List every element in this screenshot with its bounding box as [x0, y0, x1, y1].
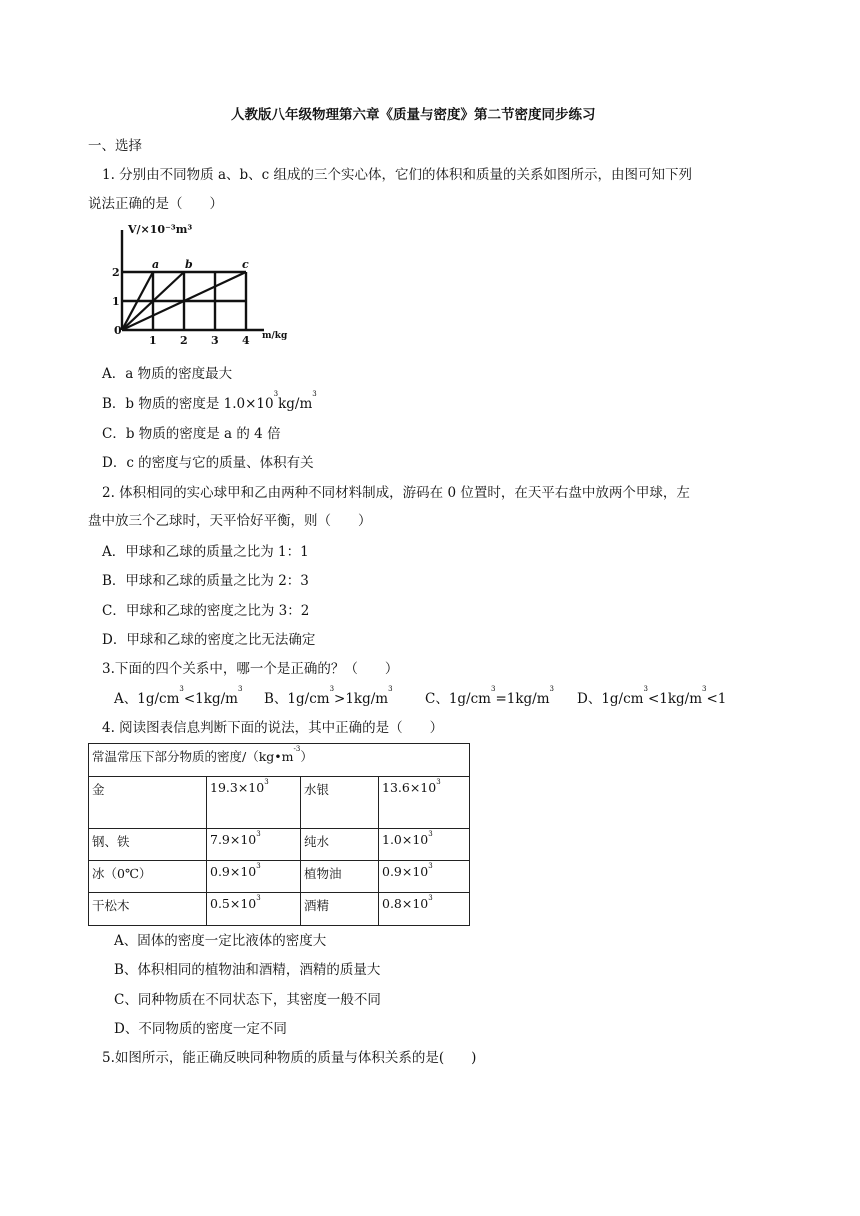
table-cell: $0.9\times 10^3$ [379, 861, 470, 893]
table-cell: $13.6\times 10^3$ [379, 777, 470, 829]
q1-option-d: D．c 的密度与它的质量、体积有关 [102, 455, 314, 471]
table-cell: 纯水 [301, 829, 379, 861]
table-cell: $19.3\times 10^3$ [207, 777, 301, 829]
y-tick-0: 0 [114, 324, 122, 337]
q2-option-c: C．甲球和乙球的密度之比为 3：2 [102, 603, 310, 619]
q1-option-a: A．a 物质的密度最大 [102, 366, 233, 382]
q2-option-a: A．甲球和乙球的质量之比为 1：1 [102, 544, 309, 560]
q2-stem-line1: 2. 体积相同的实心球甲和乙由两种不同材料制成，游码在 0 位置时，在天平右盘中放两个甲球，左 [102, 485, 690, 501]
x-tick-1: 1 [149, 334, 157, 347]
q1-option-c: C．b 物质的密度是 a 的 4 倍 [102, 426, 281, 442]
table-cell: 金 [89, 777, 207, 829]
table-cell: 干松木 [89, 893, 207, 926]
x-tick-3: 3 [211, 334, 219, 347]
x-tick-4: 4 [242, 334, 250, 347]
q1-stem-line2: 说法正确的是（ ） [88, 196, 223, 212]
q2-stem-line2: 盘中放三个乙球时，天平恰好平衡，则（ ） [88, 513, 372, 529]
table-cell: 钢、铁 [89, 829, 207, 861]
line-label-b: b [185, 258, 193, 271]
table-cell: 水银 [301, 777, 379, 829]
x-axis-label: m/kg [262, 331, 288, 341]
q4-option-a: A、固体的密度一定比液体的密度大 [114, 933, 327, 949]
line-label-c: c [242, 258, 249, 271]
table-cell: $0.9\times 10^3$ [207, 861, 301, 893]
q3-option-a: A、$1g/cm^3<1kg/m^3$ [114, 685, 243, 707]
table-cell: $7.9\times 10^3$ [207, 829, 301, 861]
q3-stem: 3.下面的四个关系中，哪一个是正确的？（ ） [102, 661, 399, 677]
q3-option-d: D、$1g/cm^3<1kg/m^3<1$ [577, 685, 727, 707]
density-table [88, 743, 470, 926]
table-cell: 冰（0℃） [89, 861, 207, 893]
q2-option-d: D．甲球和乙球的密度之比无法确定 [102, 632, 316, 648]
q4-option-c: C、同种物质在不同状态下，其密度一般不同 [114, 992, 381, 1008]
y-axis-label: V/×10⁻³m³ [128, 223, 193, 236]
q4-option-d: D、不同物质的密度一定不同 [114, 1021, 287, 1037]
table-cell: 植物油 [301, 861, 379, 893]
q5-stem: 5.如图所示，能正确反映同种物质的质量与体积关系的是( ) [102, 1050, 477, 1066]
table-cell: $0.8\times 10^3$ [379, 893, 470, 926]
document-title: 人教版八年级物理第六章《质量与密度》第二节密度同步练习 [231, 107, 596, 123]
q1-option-b: B．b 物质的密度是 $1.0\times 10^3kg/m^3$ [102, 390, 317, 412]
q3-option-b: B、$1g/cm^3>1kg/m^3$ [264, 685, 393, 707]
table-cell: $1.0\times 10^3$ [379, 829, 470, 861]
density-table-header: 常温常压下部分物质的密度$/(kg•m^{-3})$ [89, 744, 470, 777]
x-tick-2: 2 [180, 334, 188, 347]
line-label-a: a [152, 258, 160, 271]
q3-option-c: C、$1g/cm^3=1kg/m^3$ [425, 685, 554, 707]
q2-option-b: B．甲球和乙球的质量之比为 2：3 [102, 573, 309, 589]
table-cell: $0.5\times 10^3$ [207, 893, 301, 926]
q1-volume-mass-chart [112, 222, 312, 354]
y-tick-2: 2 [112, 266, 120, 279]
q1-stem-line1: 1. 分别由不同物质 a、b、c 组成的三个实心体，它们的体积和质量的关系如图所示，由图可知下列 [102, 167, 693, 183]
q4-stem: 4. 阅读图表信息判断下面的说法，其中正确的是（ ） [102, 720, 444, 736]
table-cell: 酒精 [301, 893, 379, 926]
y-tick-1: 1 [112, 295, 120, 308]
section-heading: 一、选择 [88, 138, 142, 154]
q4-option-b: B、体积相同的植物油和酒精，酒精的质量大 [114, 962, 381, 978]
